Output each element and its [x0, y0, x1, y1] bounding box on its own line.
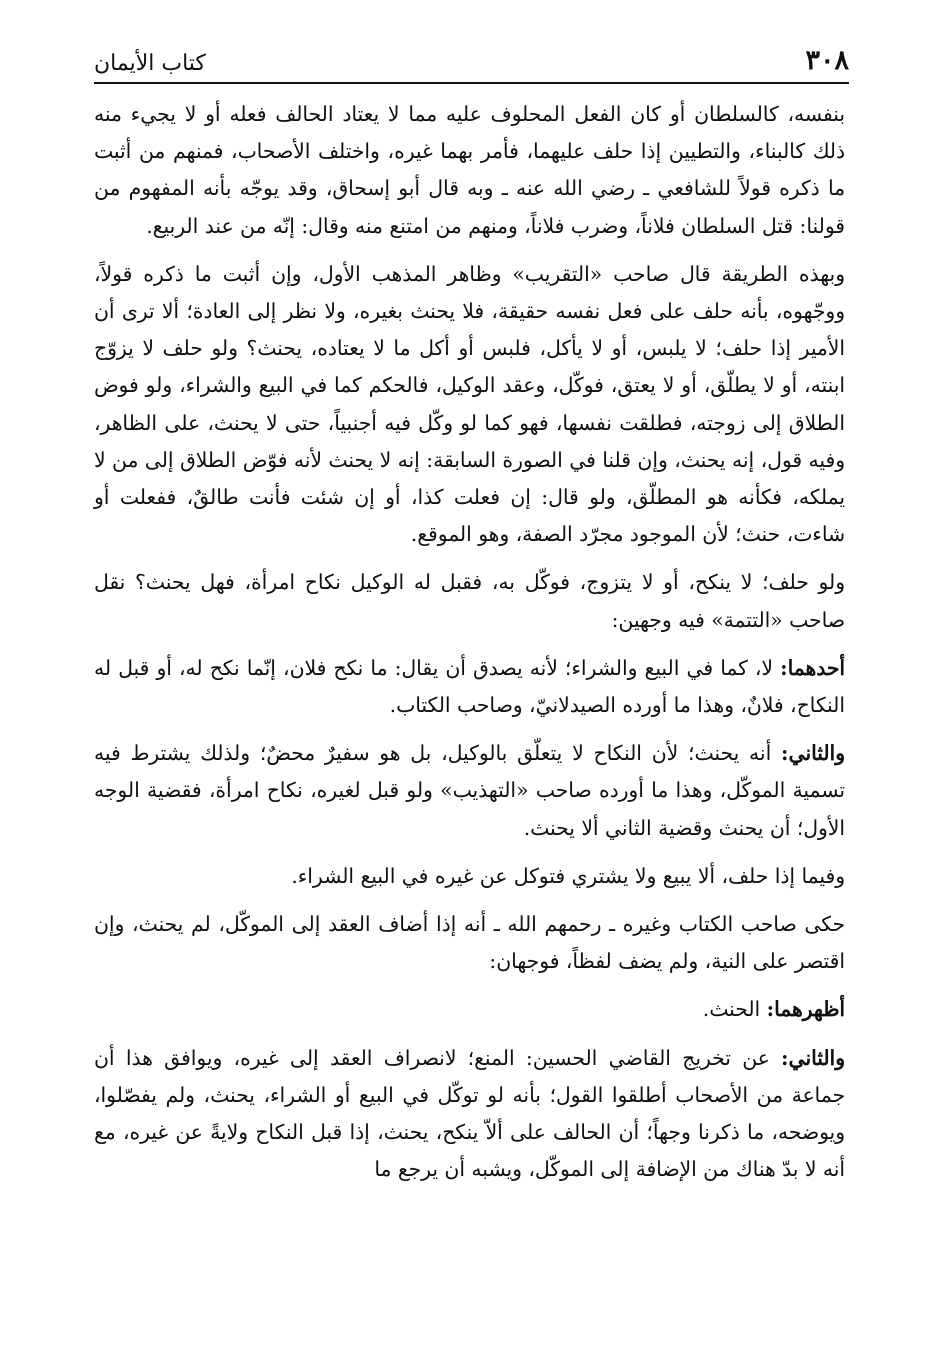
paragraph-label: والثاني:	[781, 1045, 845, 1070]
paragraph	[94, 906, 845, 980]
running-title: كتاب الأيمان	[94, 51, 206, 76]
paragraph	[94, 96, 845, 245]
paragraph-text: وبهذه الطريقة قال صاحب «التقريب» وظاهر المذهب الأول، وإن أثبت ما ذكره قولاً، ووجّهوه، بأنه حلف على فعل نفسه حقيقة، فلا يحنث بغيره، ولا نظر إلى العادة؛ ألا ترى أن الأمير إذا حلف؛ لا يلبس، أو لا يأكل، فلبس أو أكل ما لا يعتاده، يحنث؟ ولو حلف لا يزوّج ابنته، أو لا يطلّق، أو لا يعتق، فوكّل، وعقد الوكيل، فالحكم كما في البيع والشراء، ولو فوض الطلاق إلى زوجته، فطلقت نفسها، فهو كما لو وكّل فيه أجنبياً، حتى لا يحنث، على الظاهر، وفيه قول، إنه يحنث، وإن قلنا في الصورة السابقة: إنه لا يحنث لأنه فوّض الطلاق إلى من لا يملكه، فكأنه هو المطلّق، ولو قال: إن فعلت كذا، أو إن شئت فأنت طالقٌ، ففعلت أو شاءت، حنث؛ لأن الموجود مجرّد الصفة، وهو الموقع.	[94, 261, 845, 547]
paragraph-label: أظهرهما:	[766, 997, 845, 1022]
paragraph-text: حكى صاحب الكتاب وغيره ـ رحمهم الله ـ أنه إذا أضاف العقد إلى الموكّل، لم يحنث، وإن اقتصر على النية، ولم يضف لفظاً، فوجهان:	[94, 912, 845, 974]
page-number: ٣٠٨	[805, 45, 849, 76]
paragraph	[94, 991, 845, 1028]
paragraph	[94, 858, 845, 895]
paragraph-text: بنفسه، كالسلطان أو كان الفعل المحلوف عليه مما لا يعتاد الحالف فعله أو لا يجيء منه ذلك كالبناء، والتطيين إذا حلف عليهما، فأمر بهما غيره، واختلف الأصحاب، فمنهم من أثبت ما ذكره قولاً للشافعي ـ رضي الله عنه ـ وبه قال أبو إسحاق، وقد يوجّه بأنه المفهوم من قولنا: قتل السلطان فلاناً، وضرب فلاناً، ومنهم من امتنع منه وقال: إنّه من عند الربيع.	[94, 102, 845, 238]
paragraph-text: لا، كما في البيع والشراء؛ لأنه يصدق أن يقال: ما نكح فلان، إنّما نكح له، أو قبل له النكاح، فلانٌ، وهذا ما أورده الصيدلانيّ، وصاحب الكتاب.	[94, 655, 845, 718]
paragraph	[94, 735, 845, 847]
paragraph-text: الحنث.	[702, 997, 761, 1022]
page-body	[94, 96, 845, 1199]
paragraph-label: أحدهما:	[780, 655, 846, 680]
paragraph-text: ولو حلف؛ لا ينكح، أو لا يتزوج، فوكّل به، فقبل له الوكيل نكاح امرأة، فهل يحنث؟ نقل صاحب «التتمة» فيه وجهين:	[94, 570, 845, 632]
paragraph	[94, 564, 845, 638]
paragraph	[94, 650, 845, 724]
paragraph-text: أنه يحنث؛ لأن النكاح لا يتعلّق بالوكيل، بل هو سفيرٌ محضٌ؛ ولذلك يشترط فيه تسمية الموكّل، وهذا ما أورده صاحب «التهذيب» ولو قبل لغيره، نكاح امرأة، فقضية الوجه الأول؛ أن يحنث وقضية الثاني ألا يحنث.	[94, 741, 845, 840]
paragraph-label: والثاني:	[781, 741, 845, 766]
page-header	[94, 32, 849, 84]
paragraph	[94, 1040, 845, 1189]
paragraph	[94, 256, 845, 554]
paragraph-text: وفيما إذا حلف، ألا يبيع ولا يشتري فتوكل عن غيره في البيع الشراء.	[291, 863, 845, 888]
paragraph-text: عن تخريج القاضي الحسين: المنع؛ لانصراف العقد إلى غيره، ويوافق هذا أن جماعة من الأصحاب أطلقوا القول؛ بأنه لو توكّل في البيع أو الشراء، يحنث، ولم يفصّلوا، ويوضحه، ما ذكرنا وجهاً؛ أن الحالف على ألاّ ينكح، يحنث، إذا قبل النكاح ولايةً عن غيره، مع أنه لا بدّ هناك من الإضافة إلى الموكّل، ويشبه أن يرجع ما	[94, 1045, 845, 1182]
